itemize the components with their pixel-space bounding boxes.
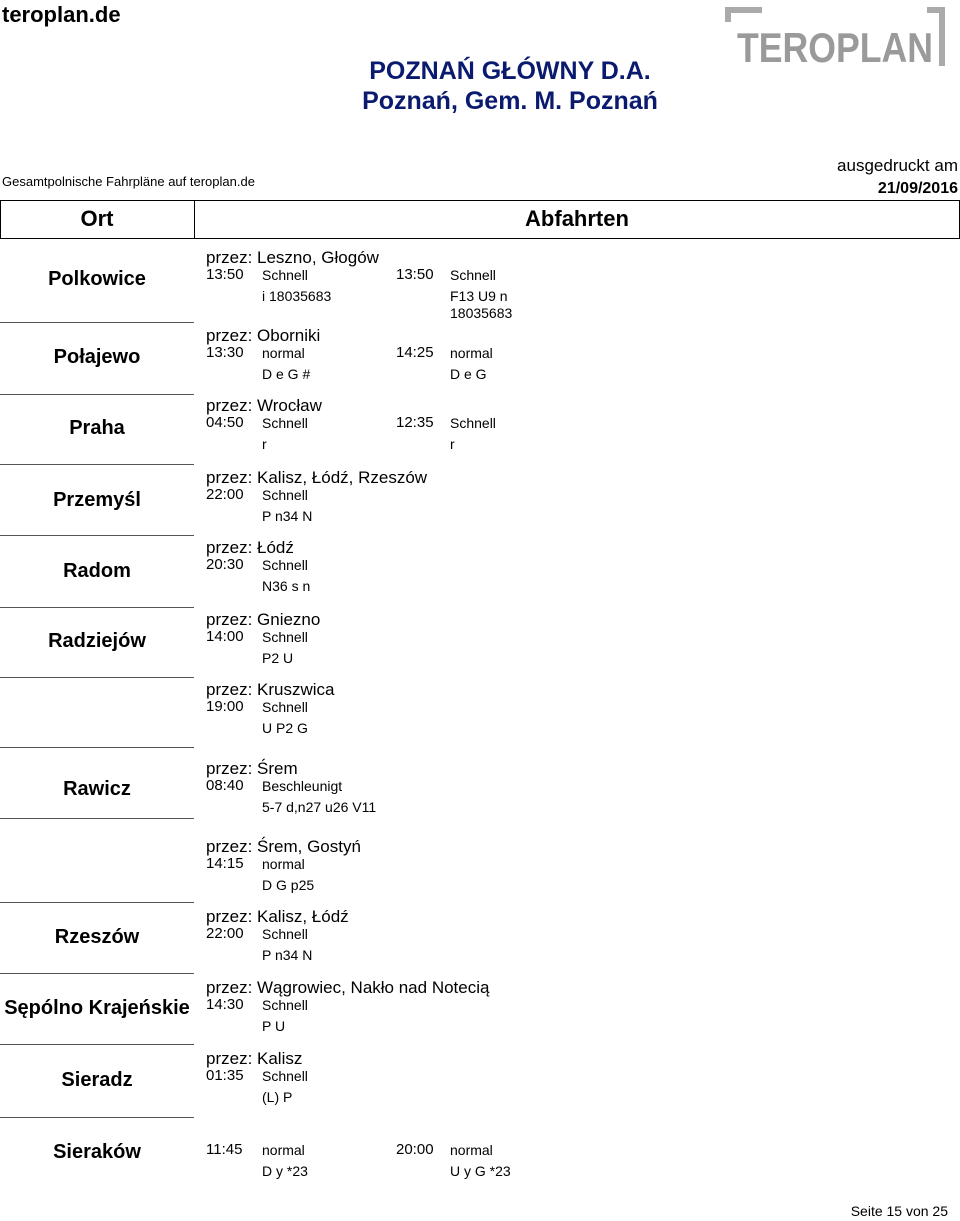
printed-label: ausgedruckt am xyxy=(837,156,958,175)
place-name: Praha xyxy=(69,417,125,439)
train-type: normal xyxy=(262,1142,305,1158)
service-codes-line2: 18035683 xyxy=(450,305,513,321)
service-codes: D G p25 xyxy=(262,877,315,893)
service-codes: P U xyxy=(262,1018,286,1034)
route-via: przez: Kalisz, Łódź xyxy=(206,907,349,926)
train-type: normal xyxy=(262,345,305,361)
service-codes: 5-7 d,n27 u26 V11 xyxy=(262,799,377,815)
station-name: POZNAŃ GŁÓWNY D.A. xyxy=(369,57,651,85)
place-name: Sępólno Krajeńskie xyxy=(4,997,190,1019)
train-type: Schnell xyxy=(262,487,308,503)
departure-time: 08:40 xyxy=(206,777,244,794)
departure-time: 19:00 xyxy=(206,698,244,715)
header-place: Ort xyxy=(80,206,114,231)
row-separator xyxy=(0,322,194,323)
route-via: przez: Oborniki xyxy=(206,326,321,345)
service-codes: P n34 N xyxy=(262,947,313,963)
route-via: przez: Śrem, Gostyń xyxy=(206,837,361,856)
train-type: Schnell xyxy=(262,997,308,1013)
site-name: teroplan.de xyxy=(2,2,121,27)
train-type: Schnell xyxy=(450,267,496,283)
departure-time: 12:35 xyxy=(396,414,434,431)
departure-time: 22:00 xyxy=(206,486,244,503)
departure-time: 13:50 xyxy=(206,266,244,283)
service-codes: U P2 G xyxy=(262,720,308,736)
place-name: Polkowice xyxy=(48,268,146,290)
departure-time: 14:30 xyxy=(206,996,244,1013)
place-name: Połajewo xyxy=(53,346,141,368)
train-type: Schnell xyxy=(262,629,308,645)
place-name: Sieradz xyxy=(61,1069,133,1091)
service-codes: (L) P xyxy=(262,1089,293,1105)
service-codes: U y G *23 xyxy=(450,1163,511,1179)
route-via: przez: Wrocław xyxy=(206,396,322,415)
train-type: normal xyxy=(262,856,305,872)
service-codes: D y *23 xyxy=(262,1163,308,1179)
row-separator xyxy=(0,1117,194,1118)
departure-time: 13:50 xyxy=(396,266,434,283)
route-via: przez: Śrem xyxy=(206,759,298,778)
header-top-rule xyxy=(0,200,960,201)
departure-time: 14:00 xyxy=(206,628,244,645)
departure-time: 20:00 xyxy=(396,1141,434,1158)
logo-text: TEROPLAN xyxy=(737,24,933,71)
train-type: Schnell xyxy=(262,267,308,283)
train-type: Schnell xyxy=(262,699,308,715)
service-codes: F13 U9 n xyxy=(450,288,508,304)
page-footer: Seite 15 von 25 xyxy=(850,1203,948,1219)
departure-time: 22:00 xyxy=(206,925,244,942)
service-codes: N36 s n xyxy=(262,578,311,594)
row-separator xyxy=(0,902,194,903)
route-via: przez: Łódź xyxy=(206,538,294,557)
train-type: normal xyxy=(450,1142,493,1158)
row-separator xyxy=(0,394,194,395)
row-separator xyxy=(0,677,194,678)
route-via: przez: Leszno, Głogów xyxy=(206,248,379,267)
place-name: Przemyśl xyxy=(53,489,141,511)
row-separator xyxy=(0,1044,194,1045)
train-type: Schnell xyxy=(262,1068,308,1084)
row-separator xyxy=(0,607,194,608)
place-name: Rawicz xyxy=(63,778,131,800)
train-type: Beschleunigt xyxy=(262,778,343,794)
row-separator xyxy=(0,535,194,536)
train-type: Schnell xyxy=(262,415,308,431)
train-type: Schnell xyxy=(262,926,308,942)
departure-time: 01:35 xyxy=(206,1067,244,1084)
departure-time: 11:45 xyxy=(206,1141,243,1158)
departure-time: 14:15 xyxy=(206,855,244,872)
row-separator xyxy=(0,464,194,465)
service-codes: P n34 N xyxy=(262,508,313,524)
service-codes: D e G # xyxy=(262,366,311,382)
place-name: Radom xyxy=(63,560,131,582)
train-type: Schnell xyxy=(450,415,496,431)
service-codes: r xyxy=(450,436,455,452)
place-name: Sieraków xyxy=(53,1141,141,1163)
subtitle: Gesamtpolnische Fahrpläne auf teroplan.de xyxy=(2,174,255,189)
printed-date: 21/09/2016 xyxy=(877,180,958,197)
header-departures: Abfahrten xyxy=(525,206,629,231)
departure-time: 04:50 xyxy=(206,414,244,431)
route-via: przez: Kalisz, Łódź, Rzeszów xyxy=(206,468,428,487)
route-via: przez: Kruszwica xyxy=(206,680,335,699)
departure-time: 13:30 xyxy=(206,344,244,361)
place-name: Rzeszów xyxy=(54,926,140,948)
service-codes: i 18035683 xyxy=(262,288,332,304)
station-location: Poznań, Gem. M. Poznań xyxy=(362,87,658,115)
route-via: przez: Wągrowiec, Nakło nad Notecią xyxy=(206,978,490,997)
train-type: normal xyxy=(450,345,493,361)
row-separator xyxy=(0,973,194,974)
header-bottom-rule xyxy=(0,238,960,239)
service-codes: r xyxy=(262,436,267,452)
service-codes: D e G xyxy=(450,366,487,382)
service-codes: P2 U xyxy=(262,650,294,666)
route-via: przez: Gniezno xyxy=(206,610,321,629)
train-type: Schnell xyxy=(262,557,308,573)
departure-time: 14:25 xyxy=(396,344,434,361)
place-name: Radziejów xyxy=(48,630,146,652)
row-separator xyxy=(0,747,194,748)
route-via: przez: Kalisz xyxy=(206,1049,303,1068)
row-separator xyxy=(0,818,194,819)
departure-time: 20:30 xyxy=(206,556,244,573)
